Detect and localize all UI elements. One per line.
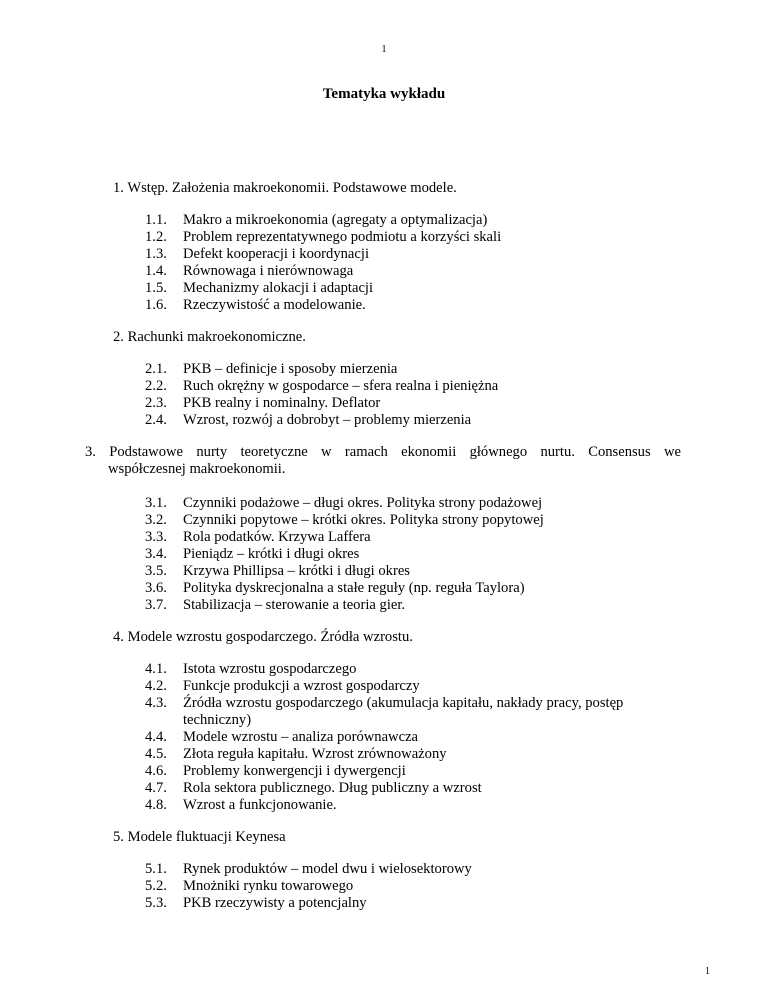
- item-text: PKB – definicje i sposoby mierzenia: [183, 361, 398, 377]
- item-text: Polityka dyskrecjonalna a stałe reguły (np. reguła Taylora): [183, 580, 525, 596]
- item-number: 5.1.: [145, 861, 167, 877]
- item-text-continued: techniczny): [183, 712, 252, 728]
- item-text: Ruch okrężny w gospodarce – sfera realna i pieniężna: [183, 378, 499, 394]
- item-text: Wzrost, rozwój a dobrobyt – problemy mierzenia: [183, 412, 472, 428]
- item-text: Krzywa Phillipsa – krótki i długi okres: [183, 563, 410, 579]
- item-number: 4.6.: [145, 763, 167, 779]
- item-text: Mnożniki rynku towarowego: [183, 878, 354, 894]
- section-heading: 5. Modele fluktuacji Keynesa: [113, 829, 286, 845]
- item-text: Problem reprezentatywnego podmiotu a korzyści skali: [183, 229, 502, 245]
- item-text: Wzrost a funkcjonowanie.: [183, 797, 337, 813]
- item-text: Istota wzrostu gospodarczego: [183, 661, 357, 677]
- page-number-top: 1: [381, 44, 387, 55]
- item-text: Rzeczywistość a modelowanie.: [183, 297, 366, 313]
- item-number: 1.2.: [145, 229, 167, 245]
- item-number: 4.3.: [145, 695, 167, 711]
- section-heading: 2. Rachunki makroekonomiczne.: [113, 329, 306, 345]
- item-text: Stabilizacja – sterowanie a teoria gier.: [183, 597, 406, 613]
- section-heading: 4. Modele wzrostu gospodarczego. Źródła wzrostu.: [113, 629, 413, 645]
- item-number: 4.7.: [145, 780, 167, 796]
- item-number: 5.3.: [145, 895, 167, 911]
- item-text: Mechanizmy alokacji i adaptacji: [183, 280, 374, 296]
- page-title: Tematyka wykładu: [322, 86, 446, 102]
- item-text: Czynniki podażowe – długi okres. Polityka strony podażowej: [183, 495, 543, 511]
- item-number: 1.5.: [145, 280, 167, 296]
- item-number: 4.8.: [145, 797, 167, 813]
- item-number: 1.6.: [145, 297, 167, 313]
- item-number: 4.1.: [145, 661, 167, 677]
- section-heading-continued: współczesnej makroekonomii.: [108, 461, 286, 477]
- item-text: Czynniki popytowe – krótki okres. Polityka strony popytowej: [183, 512, 544, 528]
- item-text: Rola sektora publicznego. Dług publiczny a wzrost: [183, 780, 482, 796]
- item-number: 2.3.: [145, 395, 167, 411]
- item-text: Funkcje produkcji a wzrost gospodarczy: [183, 678, 420, 694]
- item-text: Źródła wzrostu gospodarczego (akumulacja kapitału, nakłady pracy, postęp: [183, 695, 624, 711]
- page-number-bottom: 1: [705, 966, 710, 977]
- section-heading: 1. Wstęp. Założenia makroekonomii. Podstawowe modele.: [113, 180, 457, 196]
- item-number: 3.5.: [145, 563, 167, 579]
- item-number: 3.2.: [145, 512, 167, 528]
- item-number: 3.7.: [145, 597, 167, 613]
- item-number: 2.1.: [145, 361, 167, 377]
- item-number: 2.4.: [145, 412, 167, 428]
- item-text: Rola podatków. Krzywa Laffera: [183, 529, 371, 545]
- item-text: Defekt kooperacji i koordynacji: [183, 246, 369, 262]
- item-text: Makro a mikroekonomia (agregaty a optymalizacja): [183, 212, 488, 228]
- item-number: 4.4.: [145, 729, 167, 745]
- section-heading: 3. Podstawowe nurty teoretyczne w ramach ekonomii głównego nurtu. Consensus we: [85, 444, 681, 460]
- item-text: PKB realny i nominalny. Deflator: [183, 395, 381, 411]
- item-number: 1.3.: [145, 246, 167, 262]
- item-number: 1.1.: [145, 212, 167, 228]
- item-number: 3.4.: [145, 546, 167, 562]
- item-text: Złota reguła kapitału. Wzrost zrównoważony: [183, 746, 447, 762]
- item-text: Pieniądz – krótki i długi okres: [183, 546, 360, 562]
- item-number: 4.5.: [145, 746, 167, 762]
- item-number: 1.4.: [145, 263, 167, 279]
- item-text: PKB rzeczywisty a potencjalny: [183, 895, 367, 911]
- item-number: 3.3.: [145, 529, 167, 545]
- item-number: 2.2.: [145, 378, 167, 394]
- item-number: 3.6.: [145, 580, 167, 596]
- item-text: Równowaga i nierównowaga: [183, 263, 354, 279]
- item-text: Rynek produktów – model dwu i wielosektorowy: [183, 861, 472, 877]
- item-number: 3.1.: [145, 495, 167, 511]
- item-number: 5.2.: [145, 878, 167, 894]
- item-text: Modele wzrostu – analiza porównawcza: [183, 729, 419, 745]
- item-text: Problemy konwergencji i dywergencji: [183, 763, 406, 779]
- item-number: 4.2.: [145, 678, 167, 694]
